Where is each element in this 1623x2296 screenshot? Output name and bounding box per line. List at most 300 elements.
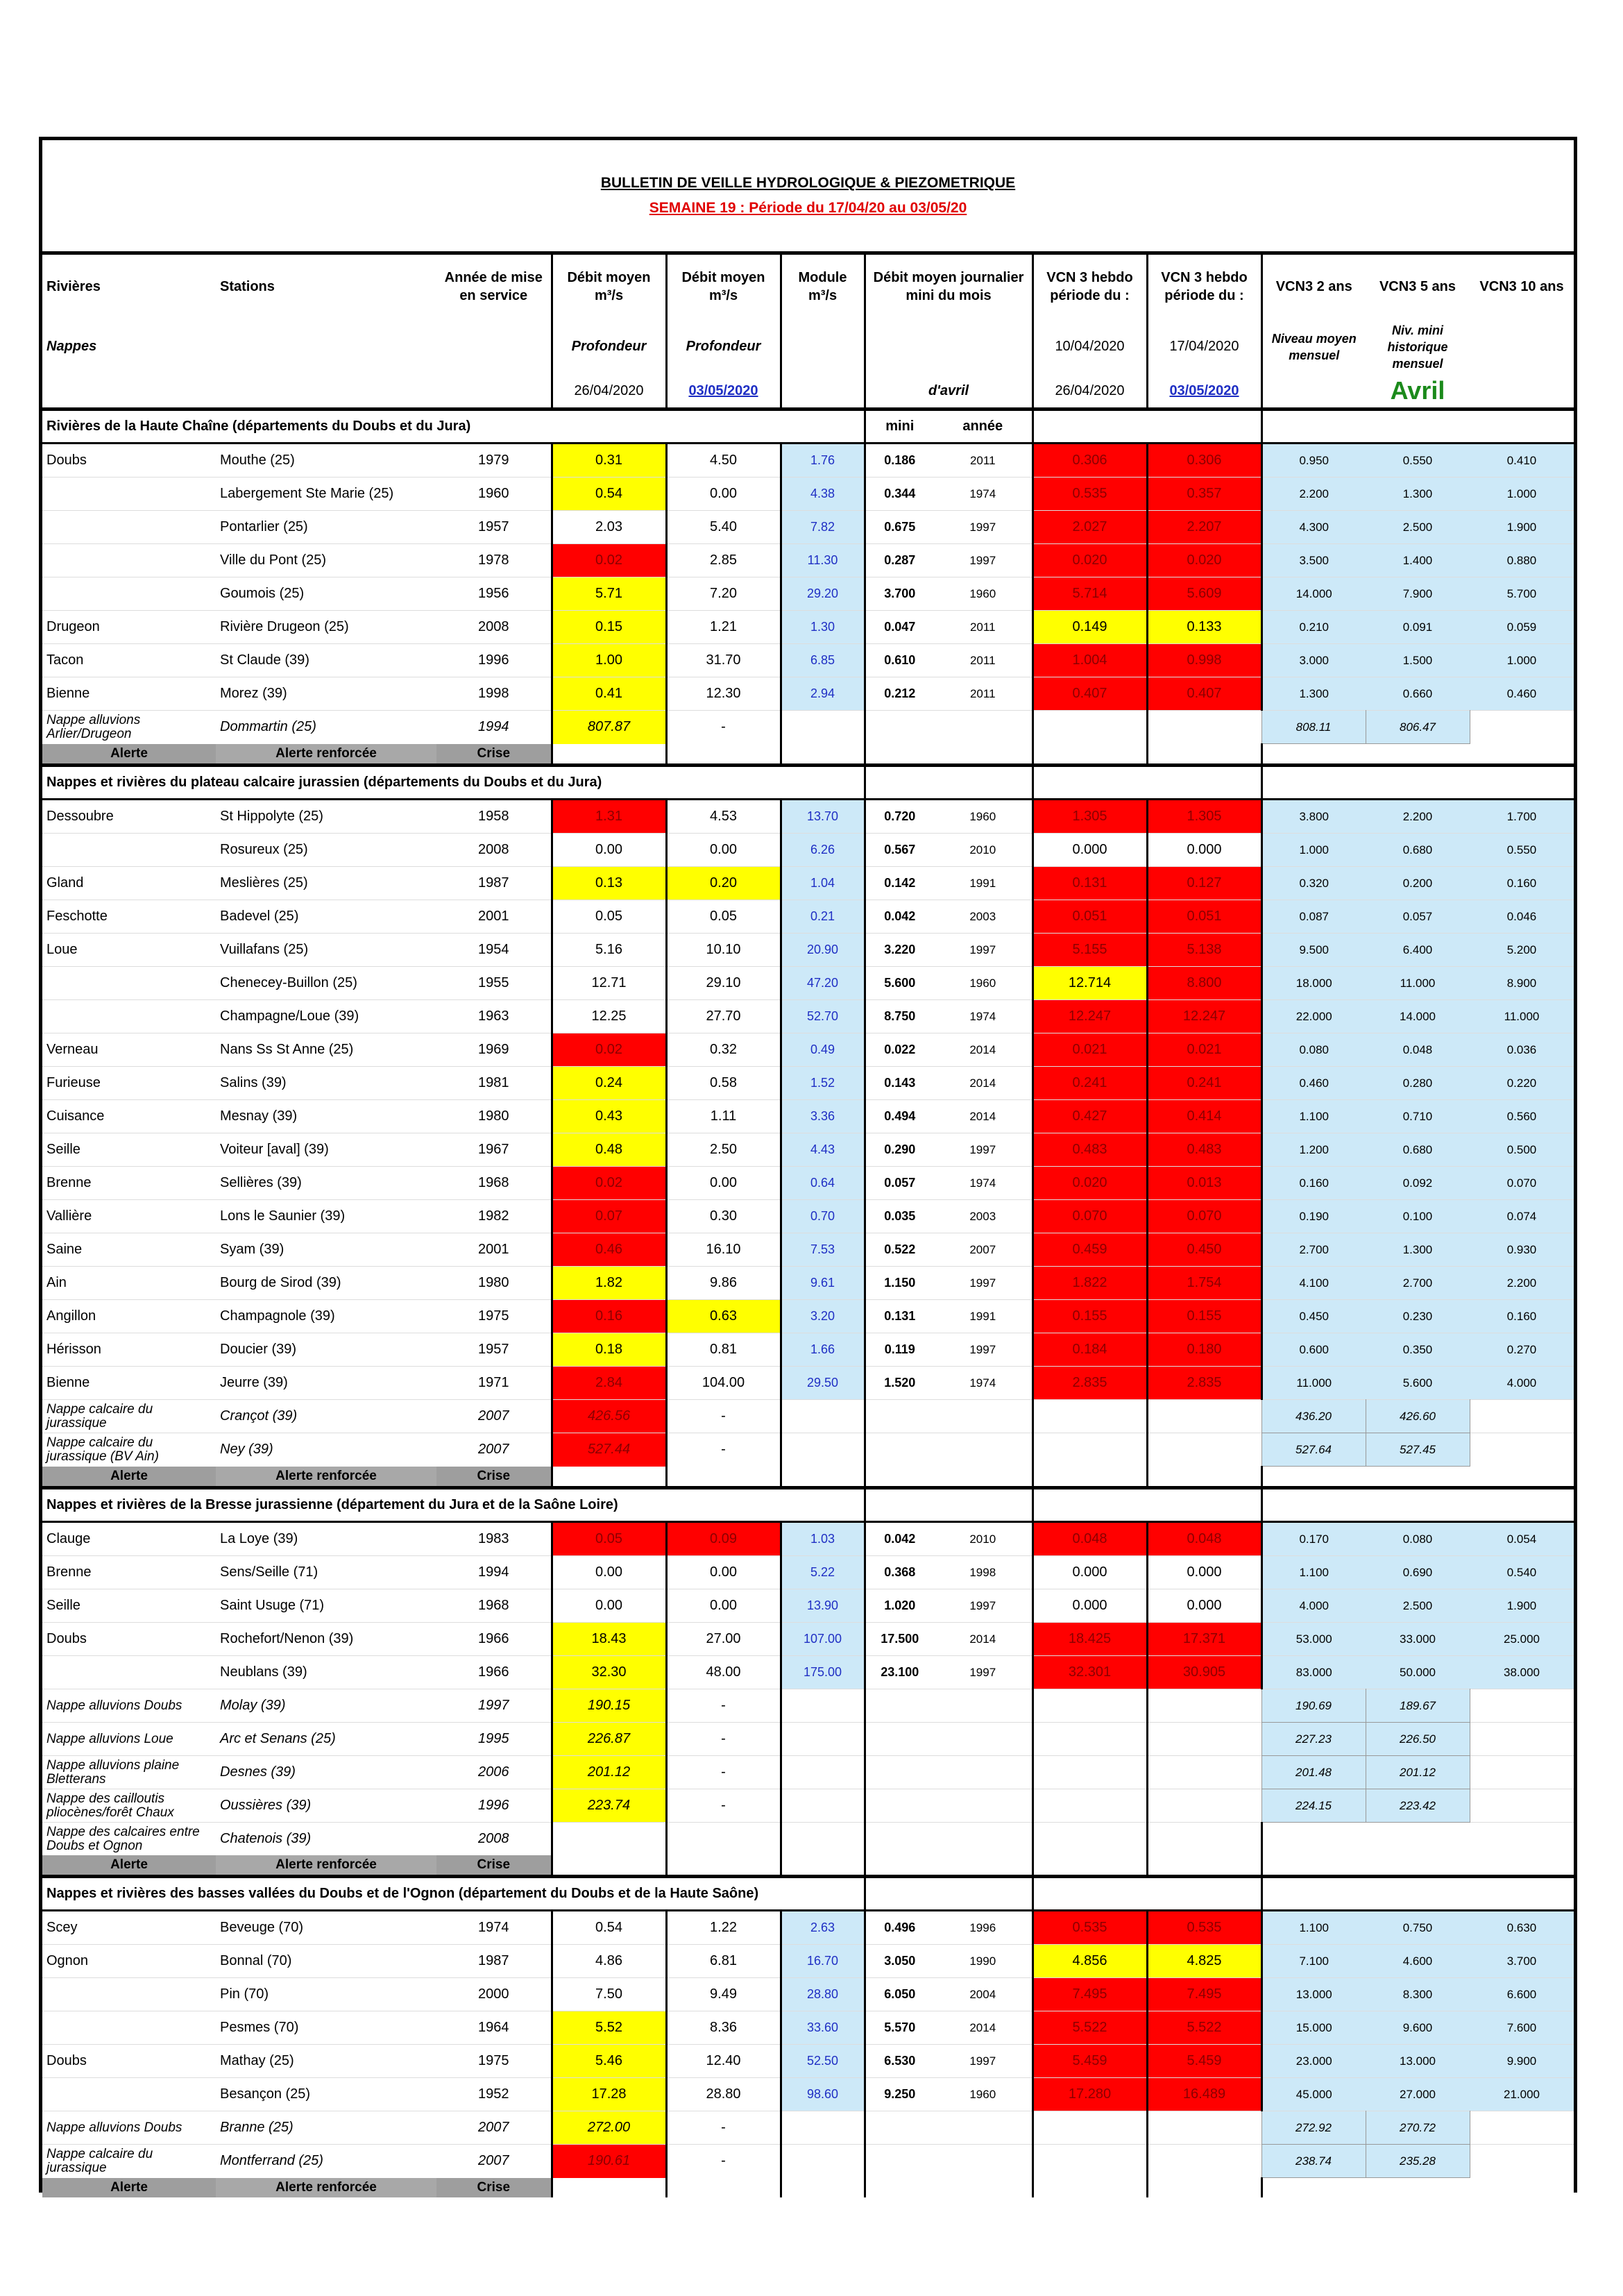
debit1-value: 1.31	[552, 800, 666, 834]
station-name: Badevel (25)	[216, 900, 436, 934]
debit2-value: 10.10	[666, 934, 781, 967]
niveau-moyen-mensuel: 190.69	[1261, 1689, 1366, 1723]
vcn3-5ans: 2.500	[1366, 1589, 1470, 1623]
mini-value: 0.143	[865, 1067, 934, 1100]
niveau-mini-historique: 189.67	[1366, 1689, 1470, 1723]
header-davril: d'avril	[865, 375, 1033, 410]
station-name: Champagne/Loue (39)	[216, 1000, 436, 1033]
vcn3-10ans: 0.270	[1470, 1333, 1574, 1367]
vcn3-2ans: 4.000	[1261, 1589, 1366, 1623]
nappe-profondeur2: -	[666, 1723, 781, 1756]
vcn3-2ans: 1.100	[1261, 1556, 1366, 1589]
debit1-value: 17.28	[552, 2078, 666, 2111]
debit2-value: 0.09	[666, 1522, 781, 1556]
vcn3-hebdo1-value: 5.714	[1033, 577, 1147, 611]
annee-value: 1957	[436, 1333, 552, 1367]
niveau-moyen-mensuel: 808.11	[1261, 711, 1366, 744]
niveau-moyen-mensuel: 436.20	[1261, 1400, 1366, 1433]
vcn3-5ans: 9.600	[1366, 2011, 1470, 2045]
vcn3-hebdo1-value: 32.301	[1033, 1656, 1147, 1689]
mini-year: 2014	[934, 1623, 1033, 1656]
vcn3-5ans: 0.350	[1366, 1333, 1470, 1367]
mini-year: 1991	[934, 1300, 1033, 1333]
nappe-row	[42, 711, 1574, 744]
nappe-profondeur1: 272.00	[552, 2111, 666, 2145]
station-name: Pesmes (70)	[216, 2011, 436, 2045]
nappe-row	[42, 1723, 1574, 1756]
nappe-name: Nappe calcaire du jurassique (BV Ain)	[42, 1433, 216, 1467]
header-prof2: Profondeur	[666, 319, 781, 375]
module-value: 7.82	[781, 511, 865, 544]
niveau-moyen-mensuel: 238.74	[1261, 2145, 1366, 2178]
mini-value: 0.496	[865, 1911, 934, 1945]
debit2-value: 27.70	[666, 1000, 781, 1033]
mini-value: 0.567	[865, 834, 934, 867]
nappe-name: Nappe alluvions Loue	[42, 1723, 216, 1756]
debit1-value: 4.86	[552, 1945, 666, 1978]
vcn3-hebdo2-value: 0.998	[1147, 644, 1261, 677]
station-name: Bonnal (70)	[216, 1945, 436, 1978]
mini-year: 1974	[934, 1000, 1033, 1033]
vcn3-hebdo2-value: 0.357	[1147, 478, 1261, 511]
module-value: 0.70	[781, 1200, 865, 1233]
riviere-name: Vallière	[42, 1200, 216, 1233]
header-debit1: Débit moyen m³/s	[552, 253, 666, 319]
table-row	[42, 1945, 1574, 1978]
header-vcn3h1: VCN 3 hebdo période du :	[1033, 253, 1147, 319]
riviere-name: Seille	[42, 1589, 216, 1623]
niveau-mini-historique: 223.42	[1366, 1789, 1470, 1823]
annee-value: 1969	[436, 1033, 552, 1067]
vcn3-5ans: 0.660	[1366, 677, 1470, 711]
vcn3-hebdo2-value: 1.305	[1147, 800, 1261, 834]
mini-year: 1990	[934, 1945, 1033, 1978]
nappe-profondeur2: -	[666, 2145, 781, 2178]
station-name: Morez (39)	[216, 677, 436, 711]
header-module: Module m³/s	[781, 253, 865, 319]
debit1-value: 0.41	[552, 677, 666, 711]
table-row	[42, 577, 1574, 611]
mini-year: 1997	[934, 1333, 1033, 1367]
mini-year: 1996	[934, 1911, 1033, 1945]
mini-year: 2004	[934, 1978, 1033, 2011]
bulletin-subtitle: SEMAINE 19 : Période du 17/04/20 au 03/05/20	[649, 200, 967, 216]
vcn3-10ans: 5.200	[1470, 934, 1574, 967]
crise-label: Crise	[436, 1467, 552, 1488]
vcn3-5ans: 0.280	[1366, 1067, 1470, 1100]
table-row	[42, 1033, 1574, 1067]
station-name: St Claude (39)	[216, 644, 436, 677]
module-value: 11.30	[781, 544, 865, 577]
vcn3-10ans: 0.054	[1470, 1522, 1574, 1556]
niveau-moyen-mensuel: 227.23	[1261, 1723, 1366, 1756]
mini-year: 2011	[934, 611, 1033, 644]
mini-year: 1997	[934, 934, 1033, 967]
debit2-value: 12.30	[666, 677, 781, 711]
vcn3-hebdo1-value: 0.427	[1033, 1100, 1147, 1133]
vcn3-hebdo2-value: 0.414	[1147, 1100, 1261, 1133]
alert-label: Alerte	[42, 1855, 216, 1877]
annee-value: 1966	[436, 1623, 552, 1656]
vcn3-2ans: 15.000	[1261, 2011, 1366, 2045]
mini-value: 1.520	[865, 1367, 934, 1400]
nappe-station: Montferrand (25)	[216, 2145, 436, 2178]
header-date1: 26/04/2020	[552, 375, 666, 410]
debit1-value: 32.30	[552, 1656, 666, 1689]
annee-value: 1987	[436, 867, 552, 900]
vcn3-10ans: 4.000	[1470, 1367, 1574, 1400]
debit1-value: 0.43	[552, 1100, 666, 1133]
nappe-profondeur2: -	[666, 2111, 781, 2145]
nappe-profondeur1: 201.12	[552, 1756, 666, 1789]
debit2-value: 0.00	[666, 1167, 781, 1200]
nappe-annee: 2007	[436, 2111, 552, 2145]
vcn3-5ans: 14.000	[1366, 1000, 1470, 1033]
header-date2: 03/05/2020	[666, 375, 781, 410]
mini-value: 0.344	[865, 478, 934, 511]
vcn3-2ans: 13.000	[1261, 1978, 1366, 2011]
vcn3-10ans: 5.700	[1470, 577, 1574, 611]
table-row	[42, 800, 1574, 834]
vcn3-10ans: 0.500	[1470, 1133, 1574, 1167]
vcn3-10ans: 11.000	[1470, 1000, 1574, 1033]
station-name: Mouthe (25)	[216, 444, 436, 478]
riviere-name: Furieuse	[42, 1067, 216, 1100]
module-value: 47.20	[781, 967, 865, 1000]
table-row	[42, 478, 1574, 511]
annee-value: 2008	[436, 834, 552, 867]
vcn3-hebdo1-value: 0.020	[1033, 544, 1147, 577]
riviere-name: Bienne	[42, 677, 216, 711]
module-value: 52.70	[781, 1000, 865, 1033]
station-name: Jeurre (39)	[216, 1367, 436, 1400]
nappe-station: Molay (39)	[216, 1689, 436, 1723]
mini-year: 1974	[934, 1167, 1033, 1200]
vcn3-hebdo1-value: 0.051	[1033, 900, 1147, 934]
debit1-value: 7.50	[552, 1978, 666, 2011]
mini-value: 0.042	[865, 900, 934, 934]
header-debit2: Débit moyen m³/s	[666, 253, 781, 319]
mini-value: 0.522	[865, 1233, 934, 1267]
riviere-name	[42, 544, 216, 577]
vcn3-2ans: 3.800	[1261, 800, 1366, 834]
nappe-row	[42, 1689, 1574, 1723]
vcn3-hebdo1-value: 0.155	[1033, 1300, 1147, 1333]
module-value: 0.21	[781, 900, 865, 934]
nappe-station: Dommartin (25)	[216, 711, 436, 744]
module-value: 4.43	[781, 1133, 865, 1167]
nappe-name: Nappe des calcaires entre Doubs et Ognon	[42, 1823, 216, 1856]
debit2-value: 104.00	[666, 1367, 781, 1400]
debit1-value: 0.18	[552, 1333, 666, 1367]
nappe-profondeur2: -	[666, 1789, 781, 1823]
nappe-name: Nappe alluvions plaine Bletterans	[42, 1756, 216, 1789]
mini-value: 0.186	[865, 444, 934, 478]
riviere-name	[42, 478, 216, 511]
alert-renforcee-label: Alerte renforcée	[216, 744, 436, 766]
alert-legend	[42, 1467, 1574, 1488]
vcn3-5ans: 2.200	[1366, 800, 1470, 834]
module-value: 28.80	[781, 1978, 865, 2011]
vcn3-10ans: 3.700	[1470, 1945, 1574, 1978]
station-name: Nans Ss St Anne (25)	[216, 1033, 436, 1067]
riviere-name: Ognon	[42, 1945, 216, 1978]
header-vcn2: VCN3 2 ans	[1261, 253, 1366, 319]
table-row	[42, 677, 1574, 711]
vcn3-5ans: 0.230	[1366, 1300, 1470, 1333]
header-dmj: Débit moyen journalier mini du mois	[865, 253, 1033, 319]
vcn3-10ans: 1.000	[1470, 644, 1574, 677]
debit2-value: 1.21	[666, 611, 781, 644]
nappe-station: Ney (39)	[216, 1433, 436, 1467]
mini-year: 2007	[934, 1233, 1033, 1267]
module-value: 2.94	[781, 677, 865, 711]
debit1-value: 12.71	[552, 967, 666, 1000]
mini-value: 6.050	[865, 1978, 934, 2011]
vcn3-5ans: 1.300	[1366, 478, 1470, 511]
riviere-name	[42, 2011, 216, 2045]
annee-value: 1975	[436, 2045, 552, 2078]
table-row	[42, 1623, 1574, 1656]
table-row	[42, 544, 1574, 577]
vcn3-2ans: 53.000	[1261, 1623, 1366, 1656]
nappe-row	[42, 1789, 1574, 1823]
nappe-name: Nappe alluvions Doubs	[42, 1689, 216, 1723]
nappe-name: Nappe calcaire du jurassique	[42, 1400, 216, 1433]
alert-renforcee-label: Alerte renforcée	[216, 1855, 436, 1877]
alert-renforcee-label: Alerte renforcée	[216, 1467, 436, 1488]
vcn3-10ans: 0.880	[1470, 544, 1574, 577]
annee-value: 1998	[436, 677, 552, 711]
vcn3-hebdo2-value: 30.905	[1147, 1656, 1261, 1689]
module-value: 29.20	[781, 577, 865, 611]
header-date-1704: 17/04/2020	[1147, 319, 1261, 375]
title-block	[42, 140, 1574, 253]
annee-value: 1964	[436, 2011, 552, 2045]
station-name: La Loye (39)	[216, 1522, 436, 1556]
debit1-value: 1.82	[552, 1267, 666, 1300]
vcn3-hebdo1-value: 18.425	[1033, 1623, 1147, 1656]
nappe-station: Branne (25)	[216, 2111, 436, 2145]
vcn3-10ans: 38.000	[1470, 1656, 1574, 1689]
riviere-name: Bienne	[42, 1367, 216, 1400]
mini-value: 17.500	[865, 1623, 934, 1656]
mini-year: 1997	[934, 2045, 1033, 2078]
station-name: Besançon (25)	[216, 2078, 436, 2111]
module-value: 3.36	[781, 1100, 865, 1133]
debit2-value: 2.50	[666, 1133, 781, 1167]
debit1-value: 0.02	[552, 1167, 666, 1200]
header-date4: 03/05/2020	[1147, 375, 1261, 410]
mini-value: 0.035	[865, 1200, 934, 1233]
nappe-profondeur1	[552, 1823, 666, 1856]
table-row	[42, 1000, 1574, 1033]
mini-year: 1997	[934, 1656, 1033, 1689]
vcn3-hebdo1-value: 0.459	[1033, 1233, 1147, 1267]
debit1-value: 0.02	[552, 1033, 666, 1067]
table-row	[42, 1656, 1574, 1689]
station-name: Chenecey-Buillon (25)	[216, 967, 436, 1000]
debit2-value: 12.40	[666, 2045, 781, 2078]
table-row	[42, 1911, 1574, 1945]
vcn3-hebdo2-value: 0.013	[1147, 1167, 1261, 1200]
module-value: 29.50	[781, 1367, 865, 1400]
nappe-annee: 1996	[436, 1789, 552, 1823]
vcn3-hebdo1-value: 5.522	[1033, 2011, 1147, 2045]
mini-year: 1997	[934, 1133, 1033, 1167]
vcn3-hebdo2-value: 0.051	[1147, 900, 1261, 934]
mini-year: 1960	[934, 2078, 1033, 2111]
riviere-name	[42, 967, 216, 1000]
nappe-annee: 1994	[436, 711, 552, 744]
header-stations: Stations	[220, 278, 275, 294]
bulletin-title: BULLETIN DE VEILLE HYDROLOGIQUE & PIEZOMETRIQUE	[600, 175, 1016, 191]
nappe-station: Chatenois (39)	[216, 1823, 436, 1856]
riviere-name: Brenne	[42, 1167, 216, 1200]
vcn3-2ans: 0.170	[1261, 1522, 1366, 1556]
vcn3-2ans: 7.100	[1261, 1945, 1366, 1978]
mini-value: 5.600	[865, 967, 934, 1000]
vcn3-2ans: 0.210	[1261, 611, 1366, 644]
debit1-value: 18.43	[552, 1623, 666, 1656]
vcn3-hebdo2-value: 0.048	[1147, 1522, 1261, 1556]
alert-legend	[42, 1855, 1574, 1877]
debit2-value: 1.11	[666, 1100, 781, 1133]
vcn3-hebdo2-value: 0.000	[1147, 1556, 1261, 1589]
vcn3-2ans: 1.100	[1261, 1100, 1366, 1133]
header-date-1004: 10/04/2020	[1033, 319, 1147, 375]
vcn3-hebdo1-value: 12.714	[1033, 967, 1147, 1000]
mini-year: 1960	[934, 577, 1033, 611]
mini-year: 1960	[934, 800, 1033, 834]
niveau-mini-historique: 527.45	[1366, 1433, 1470, 1467]
nappe-row	[42, 1433, 1574, 1467]
mini-value: 5.570	[865, 2011, 934, 2045]
mini-year: 2010	[934, 1522, 1033, 1556]
table-row	[42, 511, 1574, 544]
vcn3-5ans: 5.600	[1366, 1367, 1470, 1400]
mini-year: 2014	[934, 1100, 1033, 1133]
debit2-value: 0.32	[666, 1033, 781, 1067]
vcn3-hebdo1-value: 0.000	[1033, 834, 1147, 867]
table-row	[42, 1333, 1574, 1367]
annee-value: 1996	[436, 644, 552, 677]
mini-year: 2011	[934, 677, 1033, 711]
module-value: 5.22	[781, 1556, 865, 1589]
mini-year: 1974	[934, 1367, 1033, 1400]
vcn3-2ans: 14.000	[1261, 577, 1366, 611]
annee-value: 1994	[436, 1556, 552, 1589]
vcn3-10ans: 0.070	[1470, 1167, 1574, 1200]
table-row	[42, 444, 1574, 478]
vcn3-10ans: 6.600	[1470, 1978, 1574, 2011]
mini-year: 2011	[934, 444, 1033, 478]
mini-year: 1997	[934, 1589, 1033, 1623]
annee-value: 1978	[436, 544, 552, 577]
table-row	[42, 1978, 1574, 2011]
vcn3-hebdo2-value: 7.495	[1147, 1978, 1261, 2011]
annee-value: 1971	[436, 1367, 552, 1400]
vcn3-2ans: 45.000	[1261, 2078, 1366, 2111]
riviere-name: Dessoubre	[42, 800, 216, 834]
vcn3-hebdo2-value: 2.835	[1147, 1367, 1261, 1400]
debit2-value: 16.10	[666, 1233, 781, 1267]
vcn3-10ans: 0.074	[1470, 1200, 1574, 1233]
riviere-name: Scey	[42, 1911, 216, 1945]
annee-value: 1975	[436, 1300, 552, 1333]
nappe-annee: 1995	[436, 1723, 552, 1756]
table-row	[42, 1267, 1574, 1300]
vcn3-hebdo1-value: 5.155	[1033, 934, 1147, 967]
header-date3: 26/04/2020	[1033, 375, 1147, 410]
debit1-value: 0.54	[552, 1911, 666, 1945]
vcn3-2ans: 23.000	[1261, 2045, 1366, 2078]
header-niv-mini: Niv. mini historique mensuel	[1387, 323, 1448, 371]
debit1-value: 5.71	[552, 577, 666, 611]
nappe-profondeur1: 226.87	[552, 1723, 666, 1756]
vcn3-hebdo2-value: 0.306	[1147, 444, 1261, 478]
mini-value: 3.700	[865, 577, 934, 611]
vcn3-10ans: 21.000	[1470, 2078, 1574, 2111]
station-name: Vuillafans (25)	[216, 934, 436, 967]
niveau-mini-historique: 201.12	[1366, 1756, 1470, 1789]
riviere-name	[42, 511, 216, 544]
vcn3-2ans: 0.160	[1261, 1167, 1366, 1200]
riviere-name: Gland	[42, 867, 216, 900]
vcn3-5ans: 0.048	[1366, 1033, 1470, 1067]
annee-value: 1987	[436, 1945, 552, 1978]
vcn3-hebdo2-value: 0.180	[1147, 1333, 1261, 1367]
vcn3-10ans: 0.046	[1470, 900, 1574, 934]
riviere-name	[42, 577, 216, 611]
vcn3-5ans: 50.000	[1366, 1656, 1470, 1689]
nappe-station: Desnes (39)	[216, 1756, 436, 1789]
vcn3-hebdo2-value: 0.070	[1147, 1200, 1261, 1233]
table-row	[42, 934, 1574, 967]
table-row	[42, 1200, 1574, 1233]
vcn3-5ans: 13.000	[1366, 2045, 1470, 2078]
vcn3-5ans: 0.680	[1366, 834, 1470, 867]
vcn3-hebdo1-value: 0.000	[1033, 1556, 1147, 1589]
vcn3-10ans: 1.000	[1470, 478, 1574, 511]
vcn3-10ans: 1.900	[1470, 1589, 1574, 1623]
vcn3-5ans: 1.500	[1366, 644, 1470, 677]
mini-value: 6.530	[865, 2045, 934, 2078]
vcn3-5ans: 1.300	[1366, 1233, 1470, 1267]
vcn3-hebdo2-value: 16.489	[1147, 2078, 1261, 2111]
debit1-value: 0.07	[552, 1200, 666, 1233]
debit2-value: 0.00	[666, 478, 781, 511]
debit2-value: 29.10	[666, 967, 781, 1000]
station-name: Bourg de Sirod (39)	[216, 1267, 436, 1300]
mini-year: 1974	[934, 478, 1033, 511]
nappe-annee: 2007	[436, 1400, 552, 1433]
table-row	[42, 2045, 1574, 2078]
table-row	[42, 967, 1574, 1000]
nappe-profondeur1: 190.15	[552, 1689, 666, 1723]
vcn3-hebdo2-value: 17.371	[1147, 1623, 1261, 1656]
vcn3-10ans: 0.220	[1470, 1067, 1574, 1100]
mini-year: 1998	[934, 1556, 1033, 1589]
station-name: Neublans (39)	[216, 1656, 436, 1689]
mini-year: 1997	[934, 1267, 1033, 1300]
mini-year: 2011	[934, 644, 1033, 677]
nappe-profondeur1: 223.74	[552, 1789, 666, 1823]
vcn3-5ans: 0.550	[1366, 444, 1470, 478]
nappe-name: Nappe calcaire du jurassique	[42, 2145, 216, 2178]
nappe-annee: 2006	[436, 1756, 552, 1789]
vcn3-5ans: 0.200	[1366, 867, 1470, 900]
